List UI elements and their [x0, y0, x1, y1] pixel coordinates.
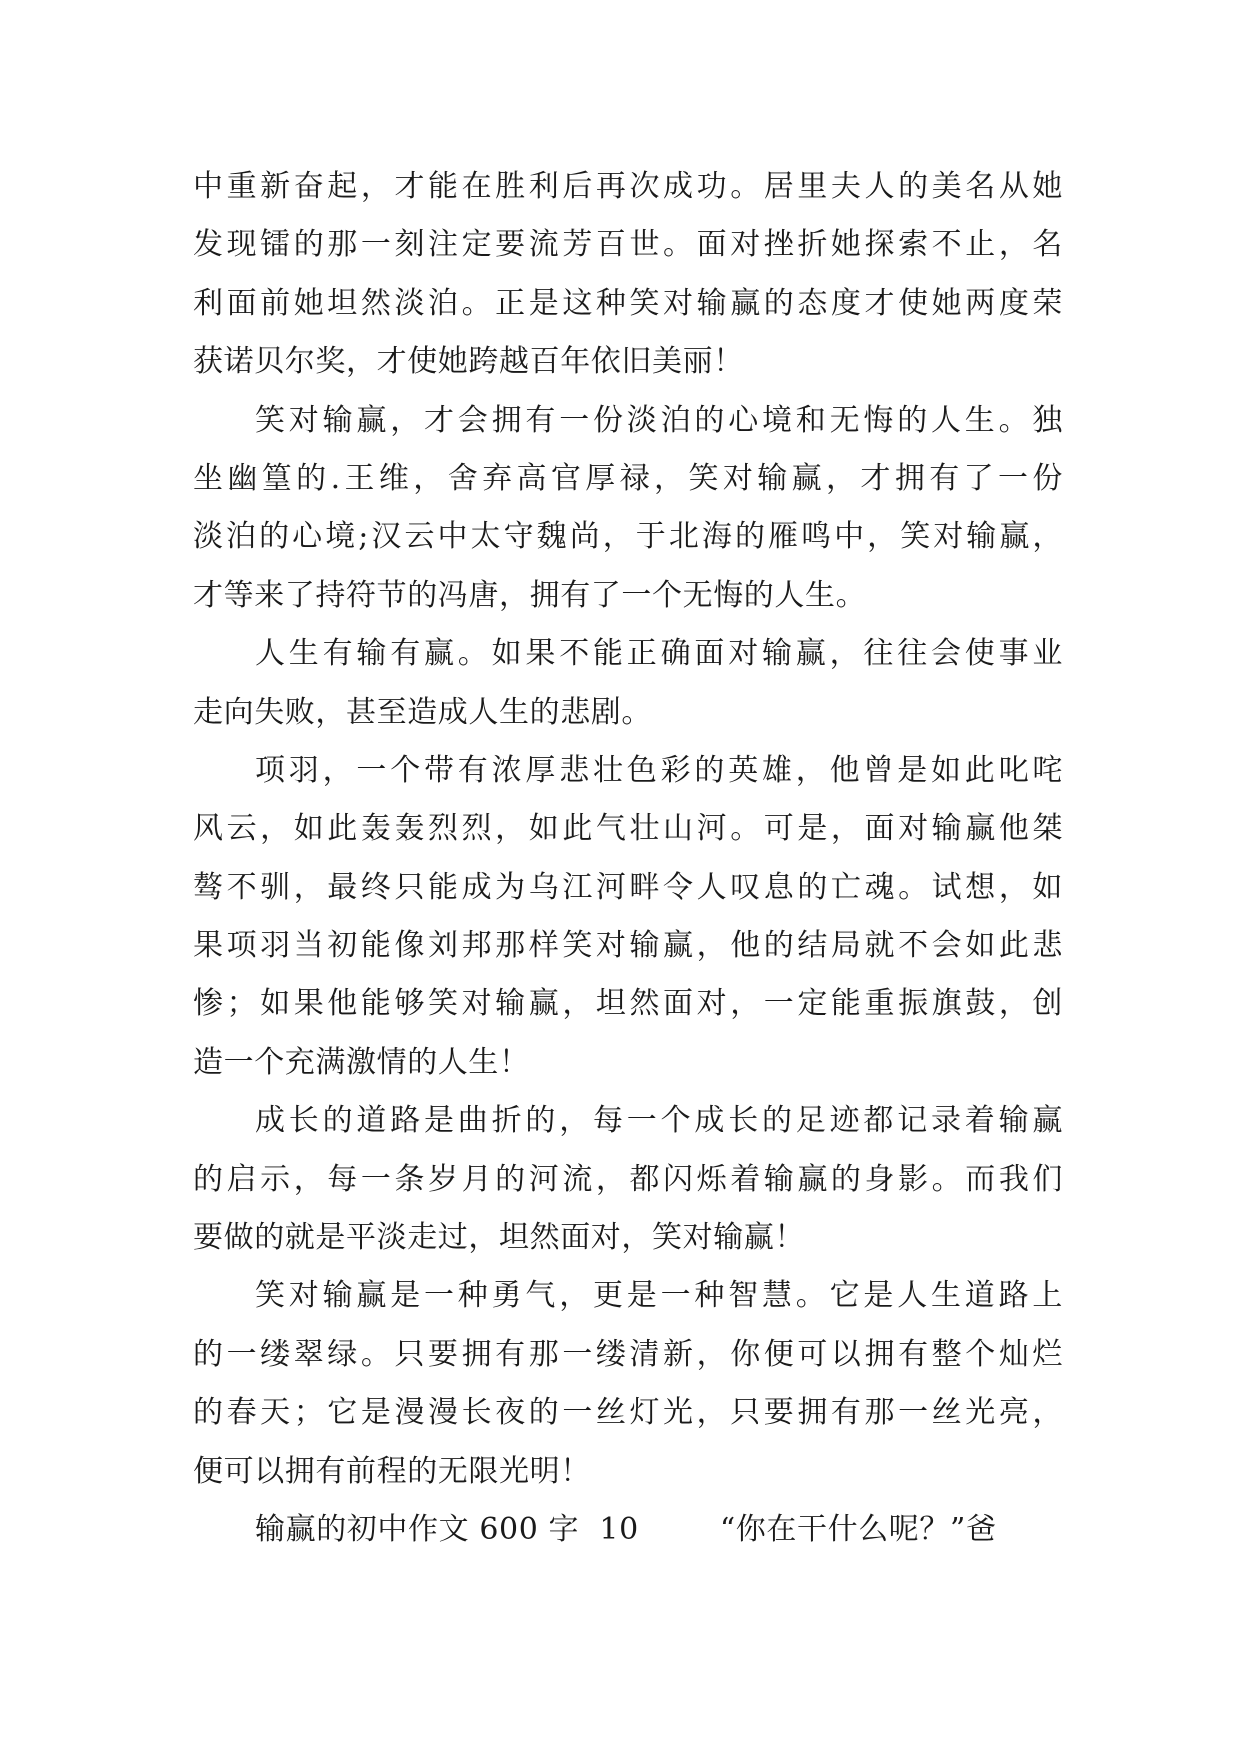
text-line: 骜不驯，最终只能成为乌江河畔令人叹息的亡魂。试想，如 [193, 869, 1063, 905]
text-line: 果项羽当初能像刘邦那样笑对输赢，他的结局就不会如此悲 [193, 928, 1063, 964]
text-line: 的一缕翠绿。只要拥有那一缕清新，你便可以拥有整个灿烂 [193, 1336, 1063, 1372]
text-line: 获诺贝尔奖，才使她跨越百年依旧美丽！ [193, 344, 744, 380]
paragraph-first-line: 成长的道路是曲折的，每一个成长的足迹都记录着输赢 [255, 1103, 1063, 1139]
text-line: 才等来了持符节的冯唐，拥有了一个无悔的人生。 [193, 577, 867, 613]
text-line: 中重新奋起，才能在胜利后再次成功。居里夫人的美名从她 [193, 169, 1063, 204]
section-heading-line: 输赢的初中作文 600 字 10 “你在干什么呢？”爸 [255, 1511, 997, 1547]
paragraph-first-line: 笑对输赢，才会拥有一份淡泊的心境和无悔的人生。独 [255, 402, 1063, 438]
text-line: 便可以拥有前程的无限光明！ [193, 1453, 591, 1489]
text-line: 坐幽篁的.王维，舍弃高官厚禄，笑对输赢，才拥有了一份 [193, 460, 1063, 496]
text-line: 要做的就是平淡走过，坦然面对，笑对输赢！ [193, 1220, 805, 1256]
text-line: 发现镭的那一刻注定要流芳百世。面对挫折她探索不止，名 [193, 227, 1063, 263]
text-line: 造一个充满激情的人生！ [193, 1044, 530, 1080]
text-line: 利面前她坦然淡泊。正是这种笑对输赢的态度才使她两度荣 [193, 285, 1063, 321]
text-line: 淡泊的心境;汉云中太守魏尚，于北海的雁鸣中，笑对输赢， [193, 519, 1063, 555]
text-line: 的启示，每一条岁月的河流，都闪烁着输赢的身影。而我们 [193, 1161, 1063, 1197]
essay-text [193, 158, 1063, 1559]
paragraph-first-line: 人生有输有赢。如果不能正确面对输赢，往往会使事业 [255, 636, 1063, 672]
text-line: 惨；如果他能够笑对输赢，坦然面对，一定能重振旗鼓，创 [193, 986, 1063, 1022]
text-line: 走向失败，甚至造成人生的悲剧。 [193, 694, 652, 730]
text-line: 风云，如此轰轰烈烈，如此气壮山河。可是，面对输赢他桀 [193, 811, 1063, 847]
paragraph-first-line: 项羽，一个带有浓厚悲壮色彩的英雄，他曾是如此叱咤 [255, 752, 1063, 788]
text-line: 的春天；它是漫漫长夜的一丝灯光，只要拥有那一丝光亮， [193, 1395, 1063, 1431]
paragraph-first-line: 笑对输赢是一种勇气，更是一种智慧。它是人生道路上 [255, 1278, 1063, 1314]
